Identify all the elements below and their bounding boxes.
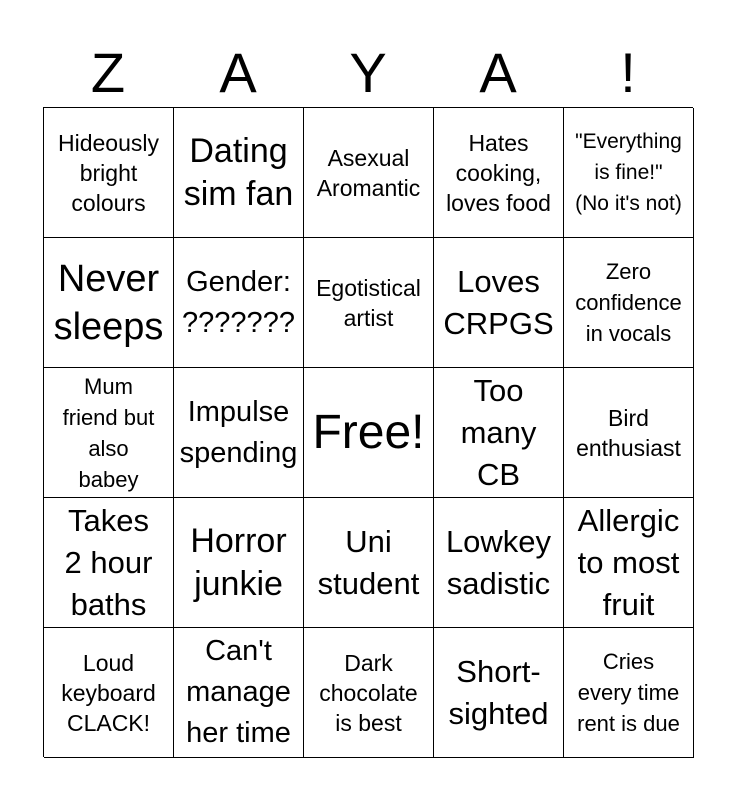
cell-text: Loud keyboard CLACK! xyxy=(61,649,156,736)
cell-text: Dating sim fan xyxy=(183,131,294,213)
bingo-cell[interactable] xyxy=(434,368,564,498)
bingo-cell[interactable] xyxy=(434,238,564,368)
cell-text: Dark chocolate is best xyxy=(319,649,418,736)
cell-text: Too many CB xyxy=(460,372,537,492)
cell-text: Asexual Aromantic xyxy=(316,144,421,201)
bingo-cell[interactable] xyxy=(44,108,174,238)
bingo-cell[interactable] xyxy=(304,108,434,238)
header-letter: Y xyxy=(349,41,387,104)
bingo-header xyxy=(43,40,693,106)
cell-text: Free! xyxy=(312,405,425,459)
bingo-cell[interactable] xyxy=(304,238,434,368)
cell-text: Takes 2 hour baths xyxy=(64,502,153,622)
bingo-cell[interactable] xyxy=(564,368,694,498)
bingo-cell[interactable] xyxy=(174,368,304,498)
bingo-cell[interactable] xyxy=(564,628,694,758)
bingo-cell[interactable] xyxy=(174,238,304,368)
bingo-cell[interactable] xyxy=(434,498,564,628)
bingo-cell[interactable] xyxy=(174,628,304,758)
bingo-cell[interactable] xyxy=(44,368,174,498)
header-letter: ! xyxy=(620,41,636,104)
bingo-cell[interactable] xyxy=(44,238,174,368)
cell-text: "Everything is fine!" (No it's not) xyxy=(575,130,682,215)
cell-text: Zero confidence in vocals xyxy=(575,259,682,346)
bingo-cell[interactable] xyxy=(434,108,564,238)
bingo-cell[interactable] xyxy=(434,628,564,758)
bingo-cell[interactable] xyxy=(174,108,304,238)
cell-text: Hates cooking, loves food xyxy=(446,129,551,216)
cell-text: Uni student xyxy=(317,523,420,601)
cell-text: Cries every time rent is due xyxy=(577,649,680,736)
bingo-cell[interactable] xyxy=(564,498,694,628)
cell-text: Mum friend but also babey xyxy=(62,373,155,492)
cell-text: Gender: ??????? xyxy=(182,265,295,339)
bingo-cell[interactable] xyxy=(174,498,304,628)
header-letter: Z xyxy=(90,41,126,104)
cell-text: Horror junkie xyxy=(190,521,287,603)
cell-text: Never sleeps xyxy=(53,257,164,348)
cell-text: Lowkey sadistic xyxy=(445,523,552,601)
cell-text: Short- sighted xyxy=(448,653,549,731)
cell-text: Hideously bright colours xyxy=(58,129,159,216)
free-space[interactable] xyxy=(304,368,434,498)
cell-text: Impulse spending xyxy=(179,395,298,469)
bingo-cell[interactable] xyxy=(304,628,434,758)
bingo-cell[interactable] xyxy=(564,108,694,238)
cell-text: Allergic to most fruit xyxy=(577,502,680,622)
cell-text: Can't manage her time xyxy=(186,635,291,749)
cell-text: Loves CRPGS xyxy=(443,263,554,341)
bingo-cell[interactable] xyxy=(304,498,434,628)
bingo-cell[interactable] xyxy=(564,238,694,368)
bingo-cell[interactable] xyxy=(44,628,174,758)
header-letter: A xyxy=(219,41,257,104)
bingo-cell[interactable] xyxy=(44,498,174,628)
bingo-grid xyxy=(43,107,693,757)
cell-text: Egotistical artist xyxy=(316,274,421,331)
cell-text: Bird enthusiast xyxy=(576,404,681,461)
header-letter: A xyxy=(479,41,517,104)
